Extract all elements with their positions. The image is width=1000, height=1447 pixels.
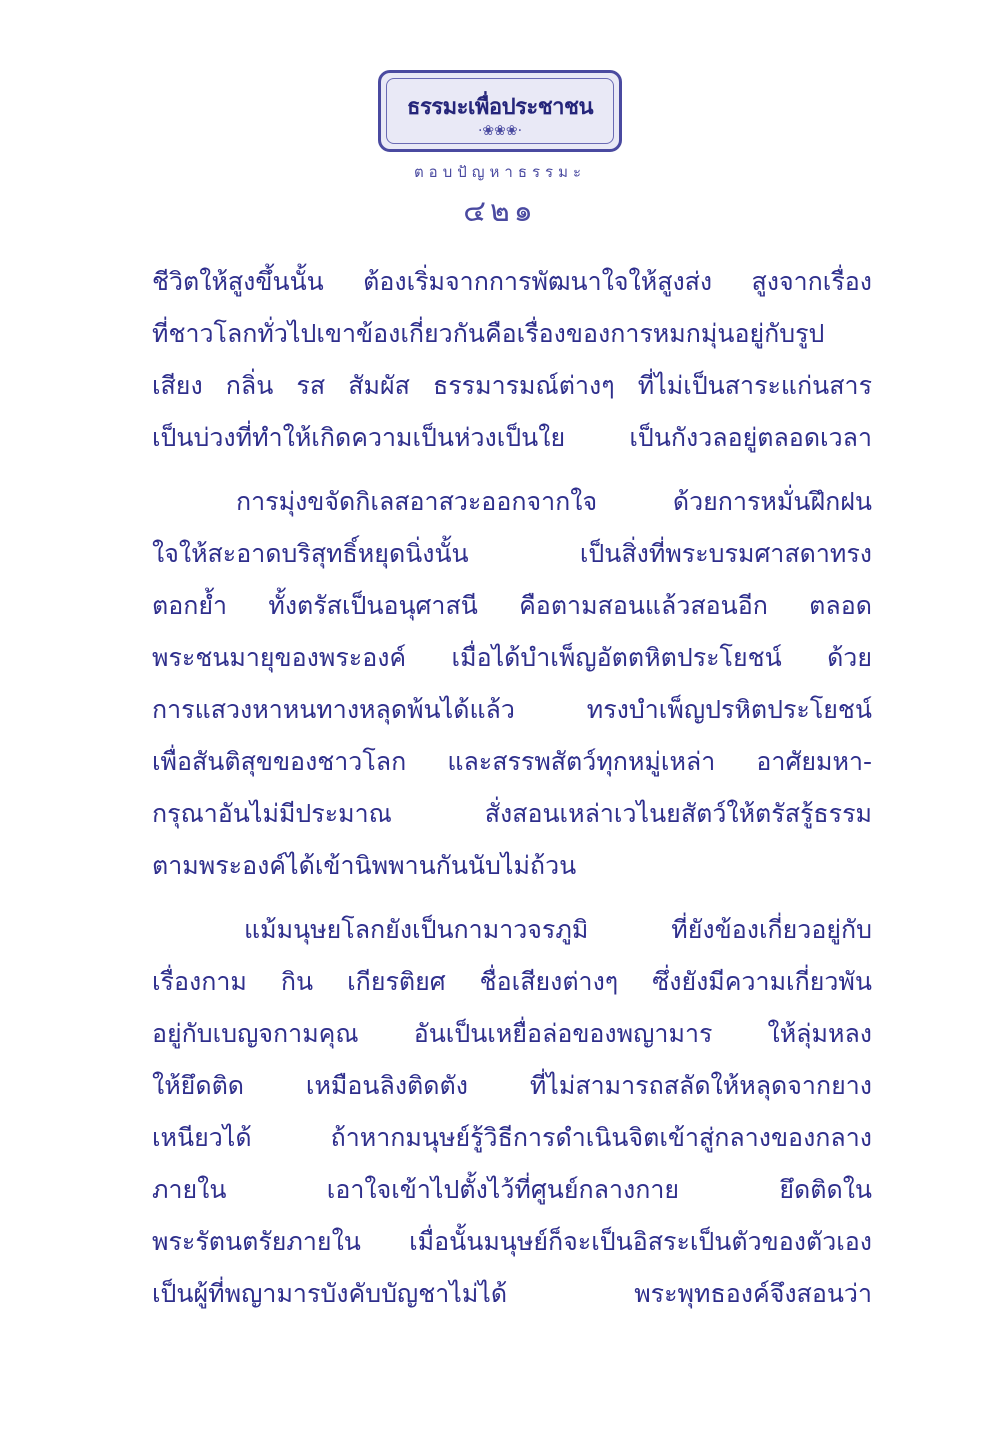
text-line: การมุ่งขจัดกิเลสอาสวะออกจากใจ ด้วยการหมั่นฝึกฝน (236, 487, 872, 516)
logo-ornament: ·❀❀❀· (477, 123, 523, 139)
section-subtitle: ตอบปัญหาธรรมะ (413, 163, 587, 181)
text-line: เรื่องกาม กิน เกียรติยศ ชื่อเสียงต่างๆ ซึ่งยังมีความเกี่ยวพัน (152, 967, 872, 996)
text-line: พระชนมายุของพระองค์ เมื่อได้บำเพ็ญอัตตหิตประโยชน์ ด้วย (152, 643, 872, 672)
text-line: ให้ยึดติด เหมือนลิงติดตัง ที่ไม่สามารถสลัดให้หลุดจากยาง (152, 1071, 872, 1100)
text-line: เหนียวได้ ถ้าหากมนุษย์รู้วิธีการดำเนินจิตเข้าสู่กลางของกลาง (152, 1123, 872, 1152)
text-line: ที่ชาวโลกทั่วไปเขาข้องเกี่ยวกันคือเรื่องของการหมกมุ่นอยู่กับรูป (152, 319, 825, 348)
body-text (152, 256, 872, 1332)
publication-logo (378, 70, 622, 152)
paragraph-1 (152, 256, 872, 464)
paragraph-3 (152, 904, 872, 1320)
text-line: ตามพระองค์ได้เข้านิพพานกันนับไม่ถ้วน (152, 851, 577, 880)
text-line: เป็นบ่วงที่ทำให้เกิดความเป็นห่วงเป็นใย เป็นกังวลอยู่ตลอดเวลา (152, 423, 872, 452)
text-line: ใจให้สะอาดบริสุทธิ์หยุดนิ่งนั้น เป็นสิ่งที่พระบรมศาสดาทรง (152, 539, 872, 568)
text-line: เป็นผู้ที่พญามารบังคับบัญชาไม่ได้ พระพุทธองค์จึงสอนว่า (152, 1279, 872, 1308)
paragraph-2 (152, 476, 872, 892)
logo-title: ธรรมะเพื่อประชาชน (407, 95, 593, 120)
text-line: อยู่กับเบญจกามคุณ อันเป็นเหยื่อล่อของพญามาร ให้ลุ่มหลง (152, 1019, 872, 1048)
text-line: แม้มนุษยโลกยังเป็นกามาวจรภูมิ ที่ยังข้องเกี่ยวอยู่กับ (244, 915, 872, 944)
text-line: ภายใน เอาใจเข้าไปตั้งไว้ที่ศูนย์กลางกาย ยึดติดใน (152, 1175, 872, 1204)
page-number: ๔๒๑ (463, 194, 537, 229)
text-line: การแสวงหาหนทางหลุดพ้นได้แล้ว ทรงบำเพ็ญปรหิตประโยชน์ (152, 695, 872, 724)
text-line: ชีวิตให้สูงขึ้นนั้น ต้องเริ่มจากการพัฒนาใจให้สูงส่ง สูงจากเรื่อง (152, 267, 872, 296)
text-line: พระรัตนตรัยภายใน เมื่อนั้นมนุษย์ก็จะเป็นอิสระเป็นตัวของตัวเอง (152, 1227, 872, 1256)
text-line: เสียง กลิ่น รส สัมผัส ธรรมารมณ์ต่างๆ ที่ไม่เป็นสาระแก่นสาร (152, 371, 872, 400)
page-header (0, 70, 1000, 235)
text-line: เพื่อสันติสุขของชาวโลก และสรรพสัตว์ทุกหมู่เหล่า อาศัยมหา- (152, 747, 872, 776)
text-line: ตอกย้ำ ทั้งตรัสเป็นอนุศาสนี คือตามสอนแล้วสอนอีก ตลอด (152, 591, 872, 620)
text-line: กรุณาอันไม่มีประมาณ สั่งสอนเหล่าเวไนยสัตว์ให้ตรัสรู้ธรรม (152, 799, 872, 828)
